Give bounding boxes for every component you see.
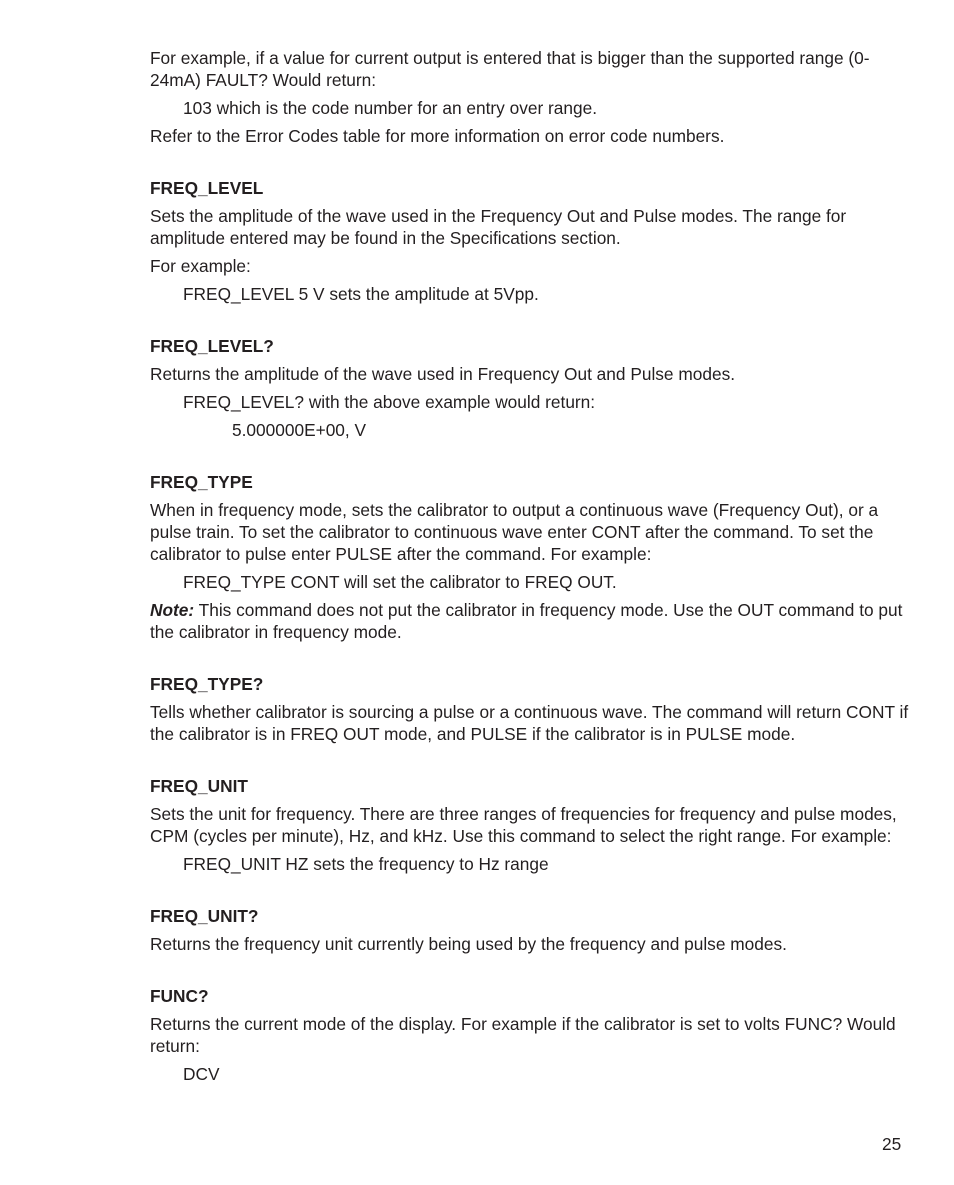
page-number: 25 — [882, 1134, 902, 1154]
freq-level-heading: FREQ_LEVEL — [150, 178, 264, 198]
intro-example: 103 which is the code number for an entry over range. — [183, 98, 598, 118]
document-body — [150, 47, 910, 1091]
freq-level-query-example: FREQ_LEVEL? with the above example would return: — [183, 392, 596, 412]
intro-reference: Refer to the Error Codes table for more information on error code numbers. — [150, 126, 725, 146]
note-text: This command does not put the calibrator in frequency mode. Use the OUT command to put the calibrator in frequency mode. — [150, 600, 903, 642]
intro-section — [150, 47, 910, 147]
freq-unit-query-description: Returns the frequency unit currently being used by the frequency and pulse modes. — [150, 934, 787, 954]
func-query-example: DCV — [183, 1064, 220, 1084]
freq-unit-heading: FREQ_UNIT — [150, 776, 248, 796]
freq-level-section — [150, 177, 910, 305]
freq-unit-query-heading: FREQ_UNIT? — [150, 906, 259, 926]
freq-level-query-result: 5.000000E+00, V — [232, 420, 367, 440]
freq-unit-section — [150, 775, 910, 875]
freq-unit-description: Sets the unit for frequency. There are three ranges of frequencies for frequency and pulse modes, CPM (cycles per minute), Hz, and kHz. Use this command to select the right range. For example: — [150, 804, 897, 846]
freq-level-query-section — [150, 335, 910, 441]
freq-level-query-heading: FREQ_LEVEL? — [150, 336, 274, 356]
note-label: Note: — [150, 600, 195, 620]
freq-level-description: Sets the amplitude of the wave used in the Frequency Out and Pulse modes. The range for amplitude entered may be found in the Specifications section. — [150, 206, 847, 248]
freq-type-section — [150, 471, 910, 643]
func-query-description: Returns the current mode of the display. For example if the calibrator is set to volts FUNC? Would return: — [150, 1014, 896, 1056]
freq-type-query-heading: FREQ_TYPE? — [150, 674, 264, 694]
freq-level-for-example: For example: — [150, 256, 251, 276]
freq-level-example: FREQ_LEVEL 5 V sets the amplitude at 5Vpp. — [183, 284, 539, 304]
func-query-heading: FUNC? — [150, 986, 209, 1006]
freq-level-query-description: Returns the amplitude of the wave used in Frequency Out and Pulse modes. — [150, 364, 736, 384]
freq-type-query-description: Tells whether calibrator is sourcing a pulse or a continuous wave. The command will return CONT if the calibrator is in FREQ OUT mode, and PULSE if the calibrator is in PULSE mode. — [150, 702, 909, 744]
intro-paragraph: For example, if a value for current output is entered that is bigger than the supported range (0-24mA) FAULT? Would return: — [150, 48, 870, 90]
freq-unit-query-section — [150, 905, 910, 955]
freq-type-note — [150, 599, 910, 643]
freq-type-query-section — [150, 673, 910, 745]
freq-type-description: When in frequency mode, sets the calibrator to output a continuous wave (Frequency Out), or a pulse train. To set the calibrator to continuous wave enter CONT after the command. To set the calibrator to pulse enter PULSE after the command. For example: — [150, 500, 879, 564]
freq-unit-example: FREQ_UNIT HZ sets the frequency to Hz range — [183, 854, 549, 874]
func-query-section — [150, 985, 910, 1085]
freq-type-example: FREQ_TYPE CONT will set the calibrator to FREQ OUT. — [183, 572, 617, 592]
freq-type-heading: FREQ_TYPE — [150, 472, 253, 492]
